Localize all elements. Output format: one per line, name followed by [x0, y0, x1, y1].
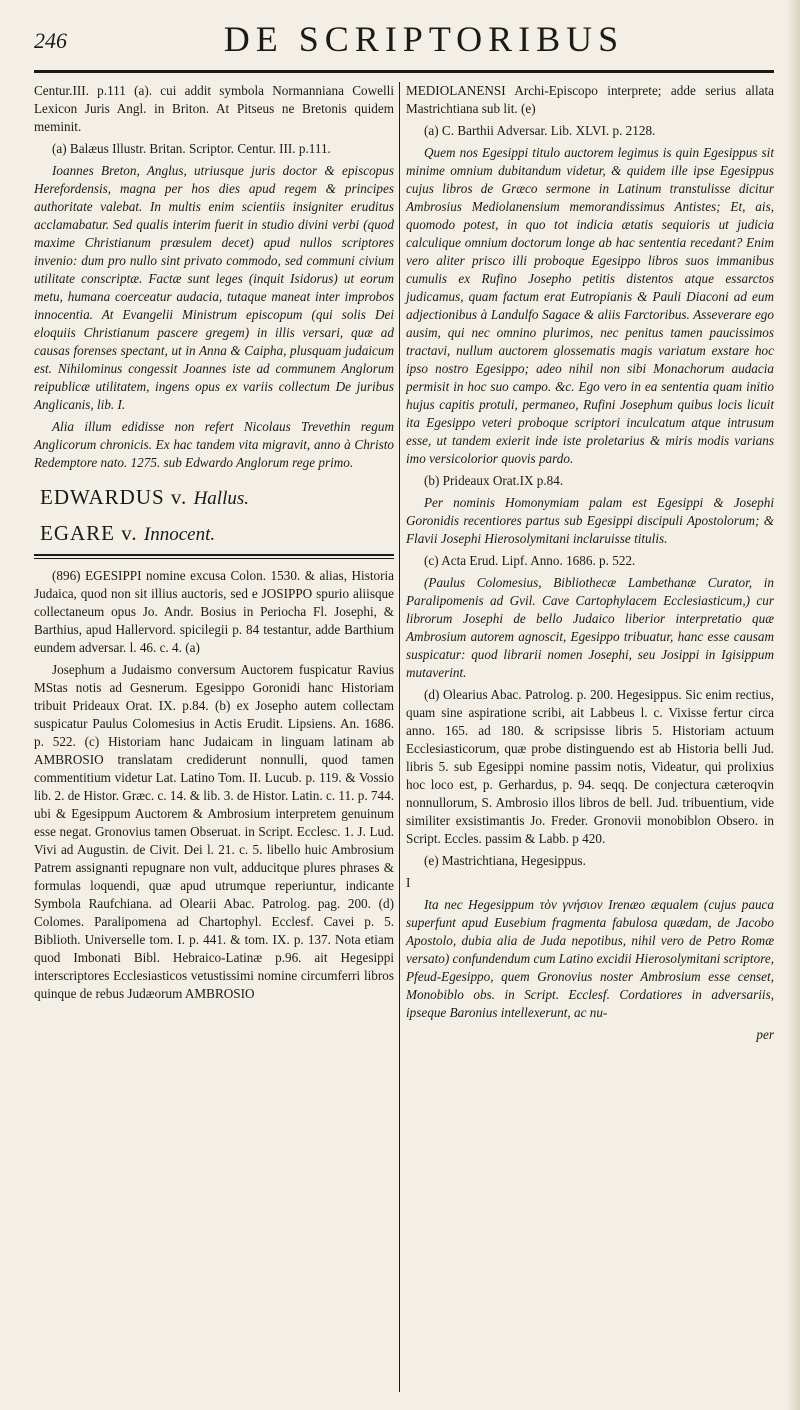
quotation: Quem nos Egesippi titulo auctorem legimus is quin Egesippus sit minime omnium dubitandum videtur, & quidem ille ipse Egesippus cujus libros de Græco sermone in Latinum transtulisse dicitur Ambrosius Mediolanensium memorandissimus Antistes; Et, ais, quomodo potest, in quo tot indicia ætatis sequioris ut judicia calculique omnium doctorum longe ab hac sententia recedant? Enim vero aliter prisco illi proboque Egesippo libros suos immanibus cumulis ex Rufino Josepho petitis distentos atque essarctos judicamus, quam factum erat Eutropianis & Pauli Diaconi ad eum adjectionibus à Landulfo Sagace & aliis Farctoribus. Asseverare ego ausim, qui nec omnino plurimos, nec penitus tamen paucissimos tractavi, nullum auctorem glossematis magis variatum exstare hoc ipso nostro Egesippo; adeo nihil non sibi Monachorum audacia permisit in hoc suo campo. &c. Ego vero in ea sententia quam initio hujus capitis protuli, permaneo, Rufini Josephum quibus locis licuit ita Egesippo veteri proboque scriptori inculcatum atque intrusum esse, ut tandem exierit inde iste proletarius & miris modis varians imo versicolorior quovis pardo.	[406, 145, 774, 466]
paragraph: MEDIOLANENSI Archi-Episcopo interprete; adde serius allata Mastrichtiana sub lit. (e)	[406, 83, 774, 116]
running-title: DE SCRIPTORIBUS	[223, 19, 625, 59]
paragraph: Centur.III. p.111 (a). cui addit symbola Normanniana Cowelli Lexicon Juris Angl. in Briton. At Pitseus ne Bretonis quidem meminit.	[34, 83, 394, 134]
left-column	[34, 82, 394, 1007]
cross-reference-heading	[40, 521, 394, 545]
quotation: Per nominis Homonymiam palam est Egesippi & Josephi Goronidis recentiores partus sub Egesippi discipuli Apostolorum; & Flavii Josephi Hierosolymitani inclaruisse titulis.	[406, 495, 774, 546]
page-header	[34, 18, 774, 74]
page-number: 246	[34, 28, 67, 53]
entry-paragraph: Josephum a Judaismo conversum Auctorem fuspicatur Ravius MStas notis ad Gesnerum. Egesippo Goronidi hanc Historiam tribuit Prideaux Orat. IX. p.84. (b) ex Josepho autem collectam suspicatur Paulus Colomesius in Actis Erudit. Lipsiens. An. 1686. p. 522. (c) Historiam hanc Judaicam in linguam latinam ab AMBROSIO translatam crediderunt nonnulli, quod tamen commentitium videtur Lat. Latino Tom. II. Lucub. p. 119. & Vossio lib. 2. de Histor. Græc. c. 14. & lib. 3. de Histor. Latin. c. 11. p. 744. ubi & Egesippum Auctorem & Ambrosium interpretem genuinum esse negat. Gronovius tamen Obseruat. in Script. Ecclesc. 1. J. Lud. Vivi ad Augustin. de Civit. Dei l. 21. c. 5. libello huic Ambrosium Patrem assignanti repugnare non vult, adducitque plures phrases & formulas loquendi, quæ apud utrumque reperiuntur, indicante Symbola Raufchiana. ad Olearii Abac. Patrolog. pag. 200. (d) Colomes. Paralipomena ad Chartophyl. Ecclesf. Cavei p. 5. Biblioth. Universelle tom. I. p. 441. & tom. IX. p. 137. Nota etiam quod Imbonati Bibl. Hebraico-Latinæ p.96. ait Hegesippi interscriptores Ecclesiasticos vetustissimi nomine circumferri libros quinque de rebus Judæorum AMBROSIO	[34, 662, 394, 1001]
footnote: (a) C. Barthii Adversar. Lib. XLVI. p. 2128.	[424, 123, 656, 138]
section-number: I	[406, 875, 411, 890]
page-edge-shadow	[786, 0, 800, 1410]
heading-reference: Hallus.	[193, 488, 249, 509]
footnote: (a) Balæus Illustr. Britan. Scriptor. Centur. III. p.111.	[52, 141, 331, 156]
header-rule	[34, 70, 774, 73]
heading-reference: Innocent.	[143, 524, 216, 545]
column-divider	[399, 82, 400, 1392]
paragraph: Alia illum edidisse non refert Nicolaus Trevethin regum Anglicorum chronicis. Ex hac tandem vita migravit, anno à Christo Redemptore nato. 1275. sub Edwardo Anglorum rege primo.	[34, 419, 394, 470]
footnote: (b) Prideaux Orat.IX p.84.	[424, 473, 564, 488]
entry-paragraph: (896) EGESIPPI nomine excusa Colon. 1530. & alias, Historia Judaica, quod non sit illius auctoris, sed e JOSIPPO spurio aliisque collectaneum opus Jo. Andr. Bosius in Periocha Fl. Josephi, & Barthius, apud Hallervord. spicilegii p. 84 testantur, adde Barthium eundem adversar. l. 46. c. 4. (a)	[34, 568, 394, 655]
catchword: per	[756, 1027, 774, 1042]
cross-reference-heading	[40, 485, 394, 509]
quotation: Ita nec Hegesippum τὸν γνήσιον Irenæo æqualem (cujus pauca superfunt apud Eusebium fragmenta fabulosa quædam, de Jacobo Apostolo, dubia alia de Juda nepotibus, nihil vero de Petro Romæ versato) confundendum cum Latino excidii Hierosolymitani scriptore, Pfeud-Egesippo, quem Gronovius noster Ambrosium esse censet, Monobiblo obs. in Script. Ecclesf. Cordatiores in adversariis, ipseque Baronius intellexerunt, ac nu-	[406, 897, 774, 1020]
heading-name: EDWARDUS v.	[40, 485, 188, 509]
quotation: Ioannes Breton, Anglus, utriusque juris doctor & episcopus Herefordensis, magna per hos dies apud regem & principes authoritate valebat. In multis enim scientiis insigniter eruditus acclamabatur. Sed qualis interim fuerit in studio divini verbi (quod maxime Christianum præsulem decet) apud nullos scriptores invenio: dum pro nullo sint privato commodo, sed communi civium utilitate conscriptæ. Factæ sunt leges (inquit Isidorus) ut eorum metu, humana coerceatur audacia, tutaque maneat inter improbos innocentia. At Evangelii Ministrum episcopum (qui solis Dei eloquiis Christianum pascere gregem) in illis versari, quæ ad causas forenses spectant, ut in Anna & Caipha, plusquam judaicum est. Nihilominus congessit Joannes iste ad communem Anglorum reipublicæ utilitatem, ingens opus ex variis collectum De juribus Anglicanis, lib. I.	[34, 163, 394, 412]
footnote: (e) Mastrichtiana, Hegesippus.	[424, 853, 586, 868]
heading-name: EGARE v.	[40, 521, 138, 545]
section-divider	[34, 554, 394, 559]
quotation: (Paulus Colomesius, Bibliothecæ Lambethanæ Curator, in Paralipomenis ad Gvil. Cave Cartophylacem Ecclesiasticum,) cur librorum Josephi de bello Judaico liberior interpretatio quæ Ambrosium autorem agnoscit, Egesippo tribuatur, hanc esse causam suspicatur: quod librarii nomen Josephi, seu Josippi in Igisippum mutaverint.	[406, 575, 774, 680]
footnote: (c) Acta Erud. Lipf. Anno. 1686. p. 522.	[424, 553, 636, 568]
right-column	[406, 82, 774, 1048]
footnote: (d) Olearius Abac. Patrolog. p. 200. Hegesippus. Sic enim rectius, quam sine aspiratione scribi, ait Labbeus l. c. Vixisse fertur circa anno. 165. ad 180. & scripsisse libris 5. Historiam actuum Ecclesiasticorum, quæ probe distinguendo est ab Historia belli Jud. libris 5. sub Egesippi nomine passim notis, Videatur, qui prolixius hoc loco est, p. Gerhardus, p. 94. seqq. De conjectura cæteroqvin nonnullorum, S. Ambrosio illos libros de bell. Jud. tribuentium, vide similiter exsistimantis Jo. Freder. Gronovii monobiblon Obsero. in Script. Eccles. passim & Labb. p 420.	[406, 687, 774, 846]
